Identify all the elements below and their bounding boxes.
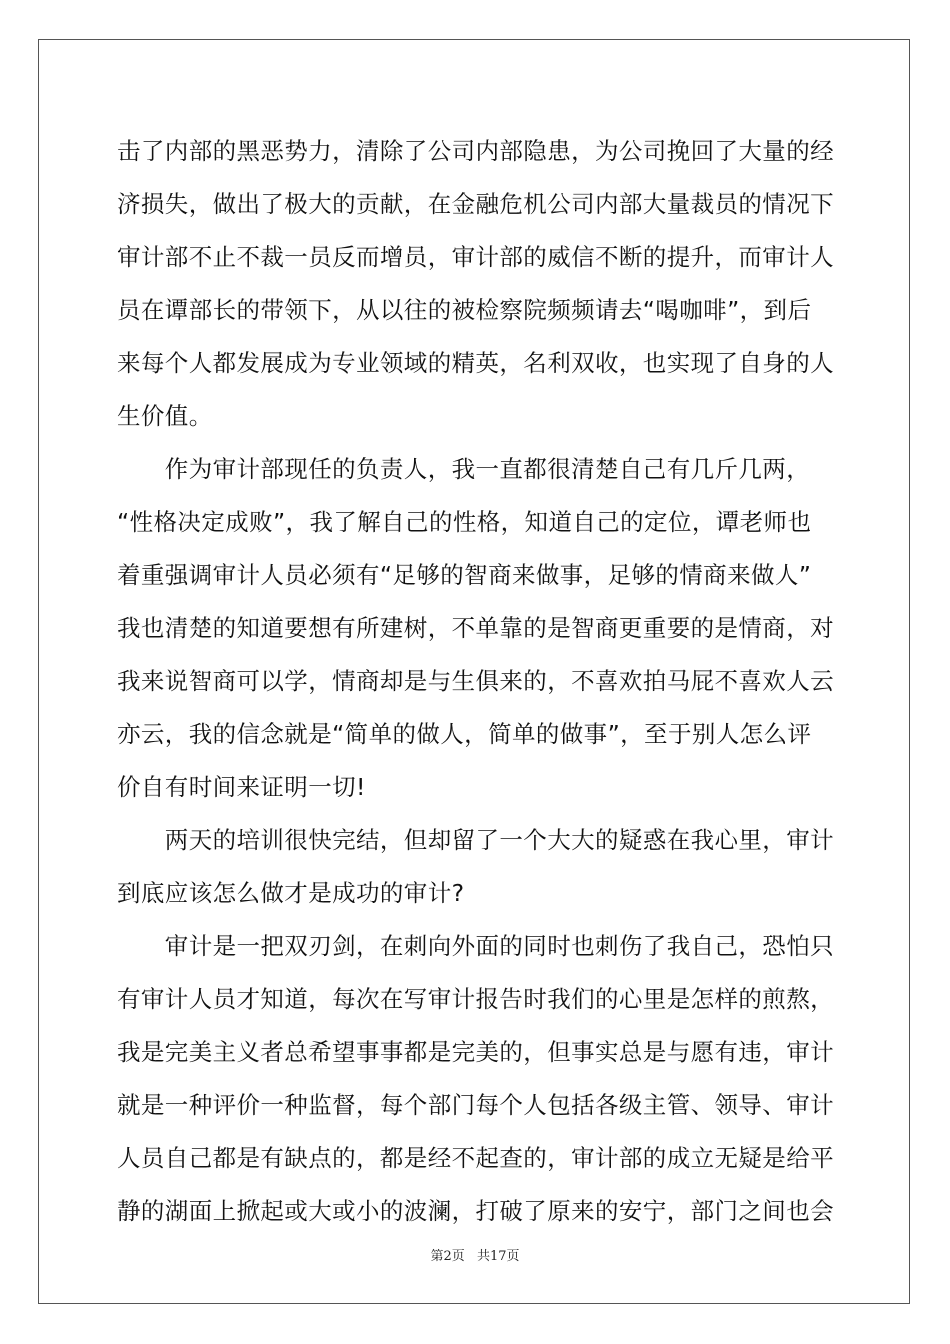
text-line: 到底应该怎么做才是成功的审计? (117, 879, 465, 907)
text-line: 作为审计部现任的负责人，我一直都很清楚自己有几斤几两， (117, 455, 811, 483)
text-line: 人员自己都是有缺点的，都是经不起查的，审计部的成立无疑是给平 (117, 1144, 834, 1172)
total-pages: 共17页 (476, 1249, 520, 1264)
text-line: 员在谭部长的带领下，从以往的被检察院频频请去“喝咖啡”，到后 (117, 296, 812, 324)
text-line: 着重强调审计人员必须有“足够的智商来做事，足够的情商来做人” (117, 561, 812, 589)
page-footer (0, 1245, 950, 1264)
text-line: 来每个人都发展成为专业领域的精英，名利双收，也实现了自身的人 (117, 349, 834, 377)
text-line: 济损失，做出了极大的贡献，在金融危机公司内部大量裁员的情况下 (117, 190, 834, 218)
text-line: 静的湖面上掀起或大或小的波澜，打破了原来的安宁，部门之间也会 (117, 1197, 834, 1225)
page-number: 第2页 (430, 1249, 465, 1264)
text-line: 亦云，我的信念就是“简单的做人，简单的做事”，至于别人怎么评 (117, 720, 812, 748)
text-line: 价自有时间来证明一切! (117, 773, 366, 801)
text-line: 有审计人员才知道，每次在写审计报告时我们的心里是怎样的煎熬， (117, 985, 834, 1013)
text-line: 生价值。 (117, 402, 213, 430)
text-line: 我来说智商可以学，情商却是与生俱来的，不喜欢拍马屁不喜欢人云 (117, 667, 834, 695)
text-line: 两天的培训很快完结，但却留了一个大大的疑惑在我心里，审计 (117, 826, 834, 854)
text-line: 审计是一把双刃剑，在刺向外面的同时也刺伤了我自己，恐怕只 (117, 932, 834, 960)
text-line: 审计部不止不裁一员反而增员，审计部的威信不断的提升，而审计人 (117, 243, 834, 271)
text-line: “性格决定成败”，我了解自己的性格，知道自己的定位，谭老师也 (117, 508, 812, 536)
text-line: 我也清楚的知道要想有所建树，不单靠的是智商更重要的是情商，对 (117, 614, 834, 642)
text-line: 我是完美主义者总希望事事都是完美的，但事实总是与愿有违，审计 (117, 1038, 834, 1066)
text-line: 击了内部的黑恶势力，清除了公司内部隐患，为公司挽回了大量的经 (117, 137, 834, 165)
text-line: 就是一种评价一种监督，每个部门每个人包括各级主管、领导、审计 (117, 1091, 834, 1119)
